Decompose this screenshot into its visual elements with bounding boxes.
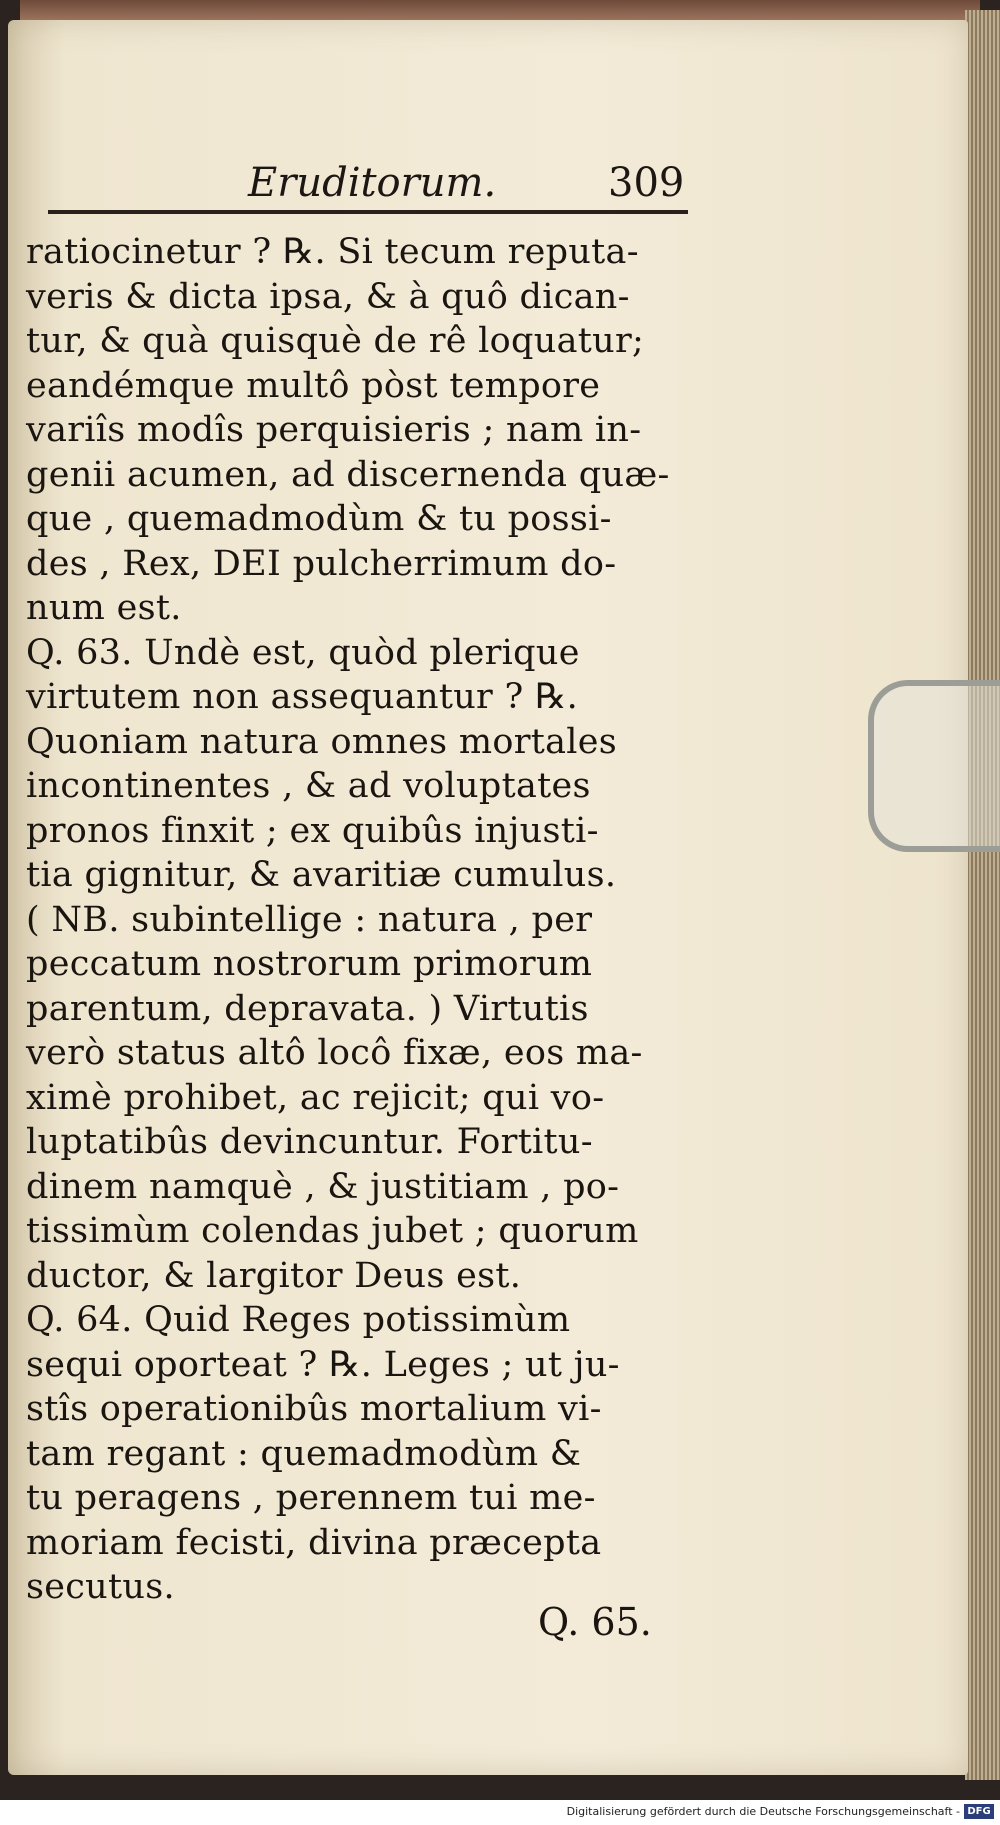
- digitization-footer: [0, 1800, 1000, 1825]
- text-line: luptatibûs devincuntur. Fortitu-: [26, 1122, 593, 1162]
- text-line: Q. 63. Undè est, quòd plerique: [26, 632, 580, 673]
- text-line: pronos finxit ; ex quibûs injusti-: [26, 810, 599, 851]
- text-line: tur, & quà quisquè de rê loquatur;: [26, 321, 645, 361]
- running-header: [48, 160, 688, 220]
- page-edges: [965, 10, 1000, 1780]
- text-line: peccatum nostrorum primorum: [26, 944, 593, 984]
- text-line: ratiocinetur ? ℞. Si tecum reputa-: [26, 232, 639, 272]
- text-line: virtutem non assequantur ? ℞.: [26, 677, 579, 717]
- text-line: parentum, depravata. ) Virtutis: [26, 988, 589, 1029]
- text-line: sequi oporteat ? ℞. Leges ; ut ju-: [26, 1344, 620, 1385]
- text-line: stîs operationibûs mortalium vi-: [26, 1389, 602, 1429]
- text-line: tissimùm colendas jubet ; quorum: [26, 1211, 639, 1251]
- body-text: [26, 230, 686, 1610]
- text-line: dinem namquè , & justitiam , po-: [26, 1166, 620, 1207]
- text-line: Q. 64. Quid Reges potissimùm: [26, 1300, 571, 1340]
- book-page: [8, 20, 968, 1775]
- page-clip: [868, 680, 1000, 852]
- text-line: tia gignitur, & avaritiæ cumulus.: [26, 855, 617, 895]
- text-line: ( NB. subintellige : natura , per: [26, 899, 593, 940]
- text-line: num est.: [26, 588, 182, 628]
- digitization-credit: Digitalisierung gefördert durch die Deutsche Forschungsgemeinschaft -: [566, 1805, 960, 1818]
- text-line: ximè prohibet, ac rejicit; qui vo-: [26, 1077, 605, 1118]
- text-line: que , quemadmodùm & tu possi-: [26, 499, 612, 539]
- text-line: secutus.: [26, 1567, 175, 1607]
- running-title: Eruditorum.: [248, 160, 497, 206]
- text-line: verò status altô locô fixæ, eos ma-: [26, 1033, 643, 1073]
- text-line: tam regant : quemadmodùm &: [26, 1433, 582, 1474]
- text-line: eandémque multô pòst tempore: [26, 365, 601, 406]
- text-line: tu peragens , perennem tui me-: [26, 1478, 596, 1518]
- header-rule: [48, 210, 688, 214]
- text-line: moriam fecisti, divina præcepta: [26, 1522, 602, 1563]
- catchword: Q. 65.: [538, 1600, 652, 1644]
- text-line: Quoniam natura omnes mortales: [26, 721, 618, 762]
- text-line: incontinentes , & ad voluptates: [26, 766, 591, 806]
- text-line: veris & dicta ipsa, & à quô dican-: [26, 276, 630, 317]
- text-line: genii acumen, ad discernenda quæ-: [26, 454, 670, 495]
- page-number: 309: [608, 160, 685, 206]
- text-line: des , Rex, DEI pulcherrimum do-: [26, 543, 617, 584]
- text-line: variîs modîs perquisieris ; nam in-: [26, 410, 642, 450]
- dfg-logo: DFG: [964, 1804, 994, 1819]
- text-line: ductor, & largitor Deus est.: [26, 1255, 522, 1296]
